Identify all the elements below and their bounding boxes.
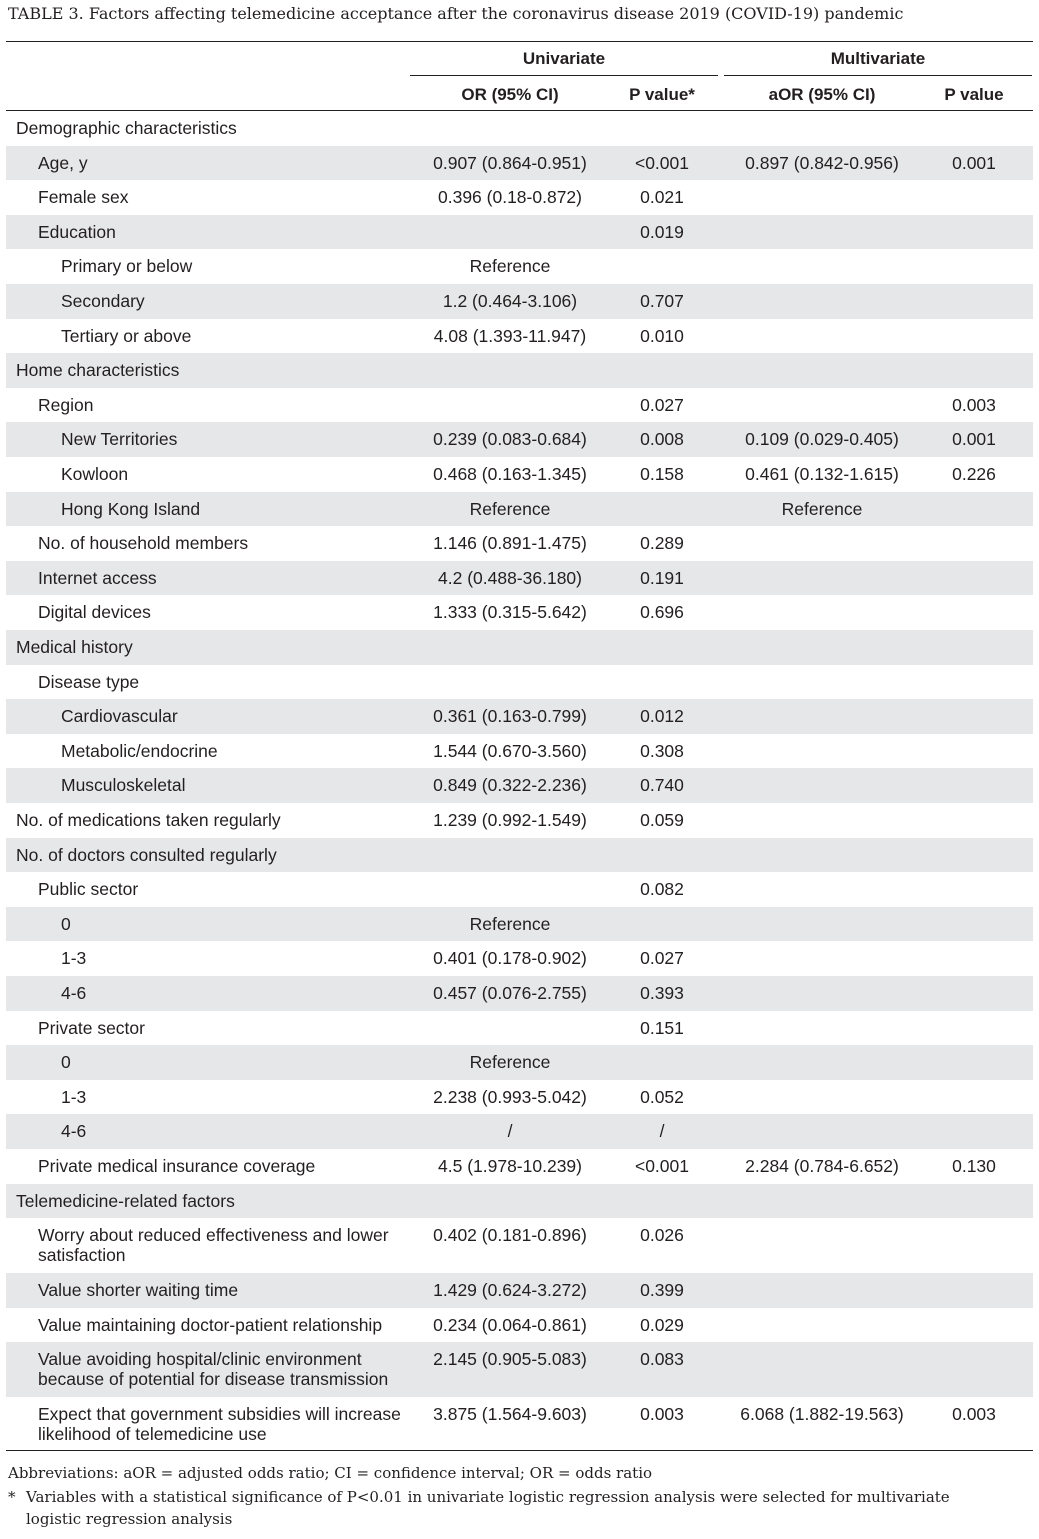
aor-ci-cell: Reference bbox=[781, 498, 863, 519]
table-row bbox=[6, 353, 1033, 388]
or-ci-cell: 1.544 (0.670-3.560) bbox=[433, 740, 587, 761]
table-row bbox=[6, 630, 1033, 665]
table-row bbox=[6, 1273, 1033, 1308]
table-row bbox=[6, 976, 1033, 1011]
table-row bbox=[6, 1308, 1033, 1343]
row-label: No. of household members bbox=[38, 533, 249, 554]
row-label: 0 bbox=[61, 1052, 71, 1073]
row-label: Cardiovascular bbox=[61, 706, 178, 727]
or-ci-cell: 0.361 (0.163-0.799) bbox=[433, 706, 587, 727]
row-label: Disease type bbox=[38, 671, 140, 692]
table-row bbox=[6, 492, 1033, 527]
table-row bbox=[6, 941, 1033, 976]
p-value-cell: 0.151 bbox=[640, 1017, 684, 1038]
or-ci-cell: 0.234 (0.064-0.861) bbox=[433, 1314, 587, 1335]
p-value-cell: 0.052 bbox=[640, 1086, 684, 1107]
p-value-cell: 0.082 bbox=[640, 879, 684, 900]
row-label: Worry about reduced effectiveness and lower satisfaction bbox=[38, 1225, 389, 1266]
p-value-cell: 0.399 bbox=[640, 1280, 684, 1301]
p-value-cell: 0.059 bbox=[640, 810, 684, 830]
table-row bbox=[6, 768, 1033, 803]
row-label: 1-3 bbox=[61, 1086, 87, 1107]
table-caption bbox=[8, 4, 1028, 24]
or-ci-cell: 2.238 (0.993-5.042) bbox=[433, 1086, 587, 1107]
p-value-cell: 0.027 bbox=[640, 394, 684, 415]
table-row bbox=[6, 872, 1033, 907]
p-value-cell: 0.083 bbox=[640, 1349, 684, 1370]
or-ci-cell: 4.2 (0.488-36.180) bbox=[438, 567, 582, 588]
row-label: Home characteristics bbox=[16, 360, 180, 381]
row-label: No. of doctors consulted regularly bbox=[16, 844, 277, 865]
or-ci-cell: 0.849 (0.322-2.236) bbox=[433, 775, 587, 796]
adjusted-p-value-cell: 0.003 bbox=[952, 1404, 996, 1425]
table-bottom-rule bbox=[6, 1450, 1033, 1451]
p-value-cell: 0.158 bbox=[640, 464, 684, 484]
or-ci-cell: 0.457 (0.076-2.755) bbox=[433, 983, 587, 1003]
table-row bbox=[6, 284, 1033, 319]
or-ci-cell: 0.907 (0.864-0.951) bbox=[433, 152, 587, 173]
p-value-cell: 0.029 bbox=[640, 1314, 684, 1335]
p-value-cell: <0.001 bbox=[634, 152, 689, 173]
or-ci-cell: 1.333 (0.315-5.642) bbox=[433, 602, 587, 623]
adjusted-p-value-cell: 0.130 bbox=[952, 1156, 996, 1176]
row-label: Private sector bbox=[38, 1017, 145, 1038]
p-value-cell: 0.027 bbox=[640, 948, 684, 969]
univariate-header: Univariate bbox=[522, 49, 606, 68]
p-value-cell: 0.707 bbox=[640, 291, 684, 311]
or-ci-cell: 4.08 (1.393-11.947) bbox=[433, 325, 587, 346]
row-label: Telemedicine-related factors bbox=[16, 1190, 235, 1211]
row-label: Hong Kong Island bbox=[61, 498, 201, 519]
table-row bbox=[6, 838, 1033, 873]
table-row bbox=[6, 249, 1033, 284]
table-row bbox=[6, 561, 1033, 596]
row-label: Musculoskeletal bbox=[61, 775, 186, 796]
or-ci-cell: 4.5 (1.978-10.239) bbox=[438, 1156, 582, 1176]
p-value-cell: 0.393 bbox=[640, 983, 684, 1003]
row-label: Primary or below bbox=[61, 256, 193, 277]
adjusted-p-value-cell: 0.003 bbox=[952, 394, 996, 415]
or-ci-cell: / bbox=[507, 1121, 513, 1142]
p-value-cell: / bbox=[659, 1121, 665, 1142]
or-ci-cell: 1.146 (0.891-1.475) bbox=[433, 533, 587, 554]
multivariate-header: Multivariate bbox=[830, 49, 926, 68]
row-label: 1-3 bbox=[61, 948, 87, 969]
or-ci-cell: 1.429 (0.624-3.272) bbox=[433, 1280, 587, 1301]
table-row bbox=[6, 146, 1033, 181]
univariate-underline bbox=[410, 75, 718, 76]
p-value-cell: <0.001 bbox=[634, 1156, 689, 1176]
or-ci-cell: 0.396 (0.18-0.872) bbox=[438, 187, 582, 208]
table-row bbox=[6, 734, 1033, 769]
p-value-cell: 0.740 bbox=[640, 775, 684, 796]
adjusted-p-value-cell: 0.001 bbox=[952, 429, 996, 450]
or-ci-cell: 0.468 (0.163-1.345) bbox=[433, 464, 587, 484]
aor-ci-header: aOR (95% CI) bbox=[768, 85, 876, 104]
or-ci-cell: Reference bbox=[469, 913, 551, 934]
row-label: 0 bbox=[61, 913, 71, 934]
p-value-cell: 0.289 bbox=[640, 533, 684, 554]
table-top-rule bbox=[6, 41, 1033, 42]
adjusted-p-value-header: P value bbox=[944, 85, 1004, 104]
aor-ci-cell: 0.461 (0.132-1.615) bbox=[745, 464, 899, 484]
row-label: Kowloon bbox=[61, 464, 129, 484]
p-value-cell: 0.019 bbox=[640, 221, 684, 242]
or-ci-cell: 0.402 (0.181-0.896) bbox=[433, 1225, 587, 1246]
table-row bbox=[6, 215, 1033, 250]
or-ci-cell: Reference bbox=[469, 256, 551, 277]
row-label: Metabolic/endocrine bbox=[61, 740, 218, 761]
or-ci-cell: 0.239 (0.083-0.684) bbox=[433, 429, 587, 450]
aor-ci-cell: 6.068 (1.882-19.563) bbox=[740, 1404, 904, 1425]
row-label: Value avoiding hospital/clinic environment because of potential for disease transmission bbox=[38, 1349, 389, 1390]
row-label: 4-6 bbox=[61, 1121, 87, 1142]
significance-footnote: Variables with a statistical significance of P<0.01 in univariate logistic regression analysis were selected for multivariate logistic regression analysis bbox=[26, 1488, 950, 1528]
aor-ci-cell: 0.109 (0.029-0.405) bbox=[745, 429, 899, 450]
row-label: Education bbox=[38, 221, 116, 242]
table-row bbox=[6, 1045, 1033, 1080]
p-value-cell: 0.012 bbox=[640, 706, 684, 727]
table-row bbox=[6, 1114, 1033, 1149]
p-value-cell: 0.191 bbox=[640, 567, 684, 588]
table-label: TABLE 3. bbox=[8, 4, 84, 23]
table-row bbox=[6, 803, 1033, 838]
aor-ci-cell: 2.284 (0.784-6.652) bbox=[745, 1156, 899, 1176]
row-label: No. of medications taken regularly bbox=[16, 810, 281, 830]
or-ci-cell: 1.2 (0.464-3.106) bbox=[442, 291, 578, 311]
row-label: Expect that government subsidies will increase likelihood of telemedicine use bbox=[38, 1404, 401, 1445]
table-title: Factors affecting telemedicine acceptance after the coronavirus disease 2019 (COVID-19) pandemic bbox=[88, 4, 904, 23]
table-row bbox=[6, 595, 1033, 630]
p-value-cell: 0.021 bbox=[640, 187, 684, 208]
or-ci-cell: 1.239 (0.992-1.549) bbox=[433, 810, 587, 830]
or-ci-cell: 3.875 (1.564-9.603) bbox=[433, 1404, 587, 1425]
table-row bbox=[6, 1080, 1033, 1115]
row-label: Value maintaining doctor-patient relationship bbox=[38, 1314, 383, 1335]
table-row bbox=[6, 319, 1033, 354]
table-row bbox=[6, 1397, 1033, 1452]
row-label: Digital devices bbox=[38, 602, 151, 623]
row-label: Age, y bbox=[38, 152, 88, 173]
table-row bbox=[6, 907, 1033, 942]
table-row bbox=[6, 665, 1033, 700]
row-label: Private medical insurance coverage bbox=[38, 1156, 316, 1176]
or-ci-cell: Reference bbox=[469, 498, 551, 519]
table-row bbox=[6, 388, 1033, 423]
row-label: Secondary bbox=[61, 291, 145, 311]
row-label: Region bbox=[38, 394, 94, 415]
p-value-cell: 0.696 bbox=[640, 602, 684, 623]
aor-ci-cell: 0.897 (0.842-0.956) bbox=[745, 152, 899, 173]
adjusted-p-value-cell: 0.226 bbox=[952, 464, 996, 484]
table-row bbox=[6, 699, 1033, 734]
table-row bbox=[6, 1184, 1033, 1219]
p-value-cell: 0.008 bbox=[640, 429, 684, 450]
abbreviations-footnote: Abbreviations: aOR = adjusted odds ratio; CI = confidence interval; OR = odds ratio bbox=[8, 1464, 653, 1482]
p-value-cell: 0.010 bbox=[640, 325, 684, 346]
table-row bbox=[6, 1218, 1033, 1273]
p-value-cell: 0.026 bbox=[640, 1225, 684, 1246]
footnote-asterisk: * bbox=[8, 1488, 16, 1506]
table-row bbox=[6, 1149, 1033, 1184]
row-label: 4-6 bbox=[61, 983, 87, 1003]
row-label: Tertiary or above bbox=[61, 325, 192, 346]
p-value-cell: 0.308 bbox=[640, 740, 684, 761]
row-label: Female sex bbox=[38, 187, 129, 208]
row-label: Demographic characteristics bbox=[16, 118, 237, 138]
or-ci-cell: 2.145 (0.905-5.083) bbox=[433, 1349, 587, 1370]
table-row bbox=[6, 1342, 1033, 1397]
row-label: Value shorter waiting time bbox=[38, 1280, 239, 1301]
table-row bbox=[6, 526, 1033, 561]
table-row bbox=[6, 180, 1033, 215]
row-label: Internet access bbox=[38, 567, 157, 588]
or-ci-cell: 0.401 (0.178-0.902) bbox=[433, 948, 587, 969]
adjusted-p-value-cell: 0.001 bbox=[952, 152, 996, 173]
or-ci-cell: Reference bbox=[469, 1052, 551, 1073]
row-label: Medical history bbox=[16, 637, 133, 657]
row-label: Public sector bbox=[38, 879, 139, 900]
p-value-cell: 0.003 bbox=[640, 1404, 684, 1425]
table-row bbox=[6, 422, 1033, 457]
p-value-header: P value* bbox=[629, 85, 695, 104]
table-row bbox=[6, 111, 1033, 146]
row-label: New Territories bbox=[61, 429, 178, 450]
table-row bbox=[6, 457, 1033, 492]
or-ci-header: OR (95% CI) bbox=[461, 85, 559, 104]
table-row bbox=[6, 1011, 1033, 1046]
multivariate-underline bbox=[724, 75, 1032, 76]
